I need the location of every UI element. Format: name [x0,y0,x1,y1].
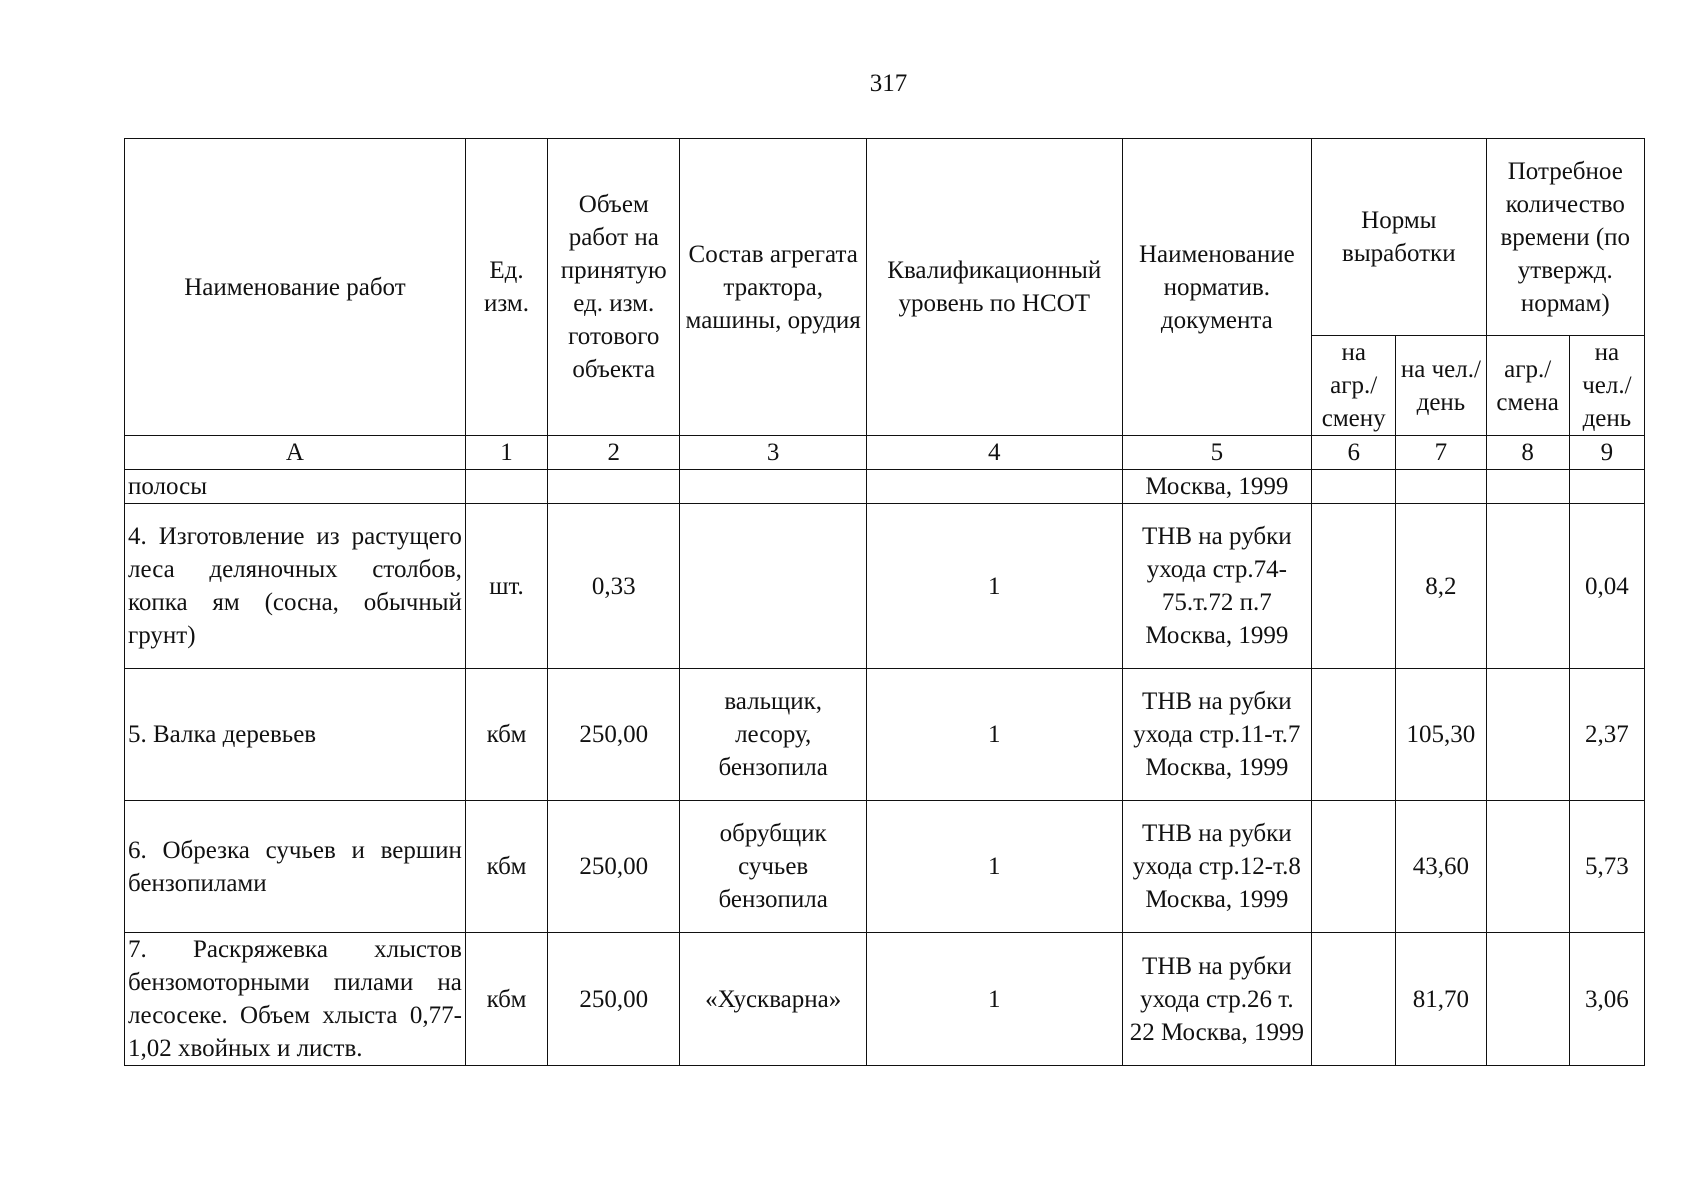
cell-level: 1 [866,801,1122,933]
header-volume: Объем работ на принятую ед. изм. готового объекта [548,139,680,436]
header-unit: Ед. изм. [465,139,547,436]
page-number: 317 [869,70,908,97]
cell-level [866,470,1122,504]
cell-norm-person [1396,470,1486,504]
table-row [125,801,1645,933]
column-number: 3 [680,436,866,470]
cell-unit: кбм [465,669,547,801]
cell-time-agr [1486,801,1569,933]
cell-time-agr [1486,669,1569,801]
cell-norm-person: 8,2 [1396,504,1486,669]
column-number: 6 [1312,436,1396,470]
cell-document: ТНВ на рубки ухода стр.11-т.7 Москва, 1999 [1122,669,1311,801]
cell-norm-agr [1312,933,1396,1066]
cell-time-agr [1486,470,1569,504]
work-norms-table [124,138,1645,1066]
cell-norm-agr [1312,669,1396,801]
cell-norm-person: 43,60 [1396,801,1486,933]
column-number: 1 [465,436,547,470]
cell-work-name: 4. Изготовление из растущего леса деляночных столбов, копка ям (сосна, обычный грунт) [125,504,466,669]
header-work-name: Наименование работ [125,139,466,436]
header-time-agr: агр./ смена [1486,336,1569,436]
cell-document: ТНВ на рубки ухода стр.12-т.8 Москва, 1999 [1122,801,1311,933]
cell-unit: шт. [465,504,547,669]
cell-composition [680,470,866,504]
cell-norm-person: 105,30 [1396,669,1486,801]
header-norm-person: на чел./ день [1396,336,1486,436]
header-qualification-level: Квалификационный уровень по НСОТ [866,139,1122,436]
cell-volume: 250,00 [548,933,680,1066]
column-number: А [125,436,466,470]
column-number: 8 [1486,436,1569,470]
cell-time-person [1569,470,1644,504]
header-time-person: на чел./ день [1569,336,1644,436]
cell-work-name: 5. Валка деревьев [125,669,466,801]
cell-work-name: полосы [125,470,466,504]
cell-volume: 0,33 [548,504,680,669]
cell-volume [548,470,680,504]
header-norms-group: Нормы выработки [1312,139,1486,336]
cell-norm-person: 81,70 [1396,933,1486,1066]
cell-unit [465,470,547,504]
table-row [125,504,1645,669]
cell-time-agr [1486,933,1569,1066]
column-number: 9 [1569,436,1644,470]
cell-time-person: 5,73 [1569,801,1644,933]
cell-time-person: 0,04 [1569,504,1644,669]
header-document: Наименование норматив. документа [1122,139,1311,436]
cell-level: 1 [866,669,1122,801]
header-row-1 [125,139,1645,336]
cell-composition: обрубщик сучьев бензопила [680,801,866,933]
header-time-group: Потребное количество времени (по утвержд. нормам) [1486,139,1644,336]
table-row [125,933,1645,1066]
cell-time-person: 2,37 [1569,669,1644,801]
cell-unit: кбм [465,933,547,1066]
table-row [125,669,1645,801]
column-number-row [125,436,1645,470]
cell-norm-agr [1312,801,1396,933]
cell-norm-agr [1312,470,1396,504]
column-number: 2 [548,436,680,470]
cell-composition: вальщик, лесору, бензопила [680,669,866,801]
cell-document: Москва, 1999 [1122,470,1311,504]
cell-volume: 250,00 [548,669,680,801]
cell-work-name: 6. Обрезка сучьев и вершин бензопилами [125,801,466,933]
header-norm-agr: на агр./ смену [1312,336,1396,436]
cell-unit: кбм [465,801,547,933]
cell-volume: 250,00 [548,801,680,933]
cell-composition: «Хускварна» [680,933,866,1066]
cell-level: 1 [866,504,1122,669]
column-number: 7 [1396,436,1486,470]
header-composition: Состав агрегата трактора, машины, орудия [680,139,866,436]
column-number: 5 [1122,436,1311,470]
cell-composition [680,504,866,669]
cell-document: ТНВ на рубки ухода стр.74-75.т.72 п.7 Москва, 1999 [1122,504,1311,669]
table-row [125,470,1645,504]
cell-level: 1 [866,933,1122,1066]
cell-time-person: 3,06 [1569,933,1644,1066]
cell-work-name: 7. Раскряжевка хлыстов бензомоторными пилами на лесосеке. Объем хлыста 0,77-1,02 хвойных и листв. [125,933,466,1066]
cell-norm-agr [1312,504,1396,669]
column-number: 4 [866,436,1122,470]
cell-document: ТНВ на рубки ухода стр.26 т. 22 Москва, 1999 [1122,933,1311,1066]
cell-time-agr [1486,504,1569,669]
